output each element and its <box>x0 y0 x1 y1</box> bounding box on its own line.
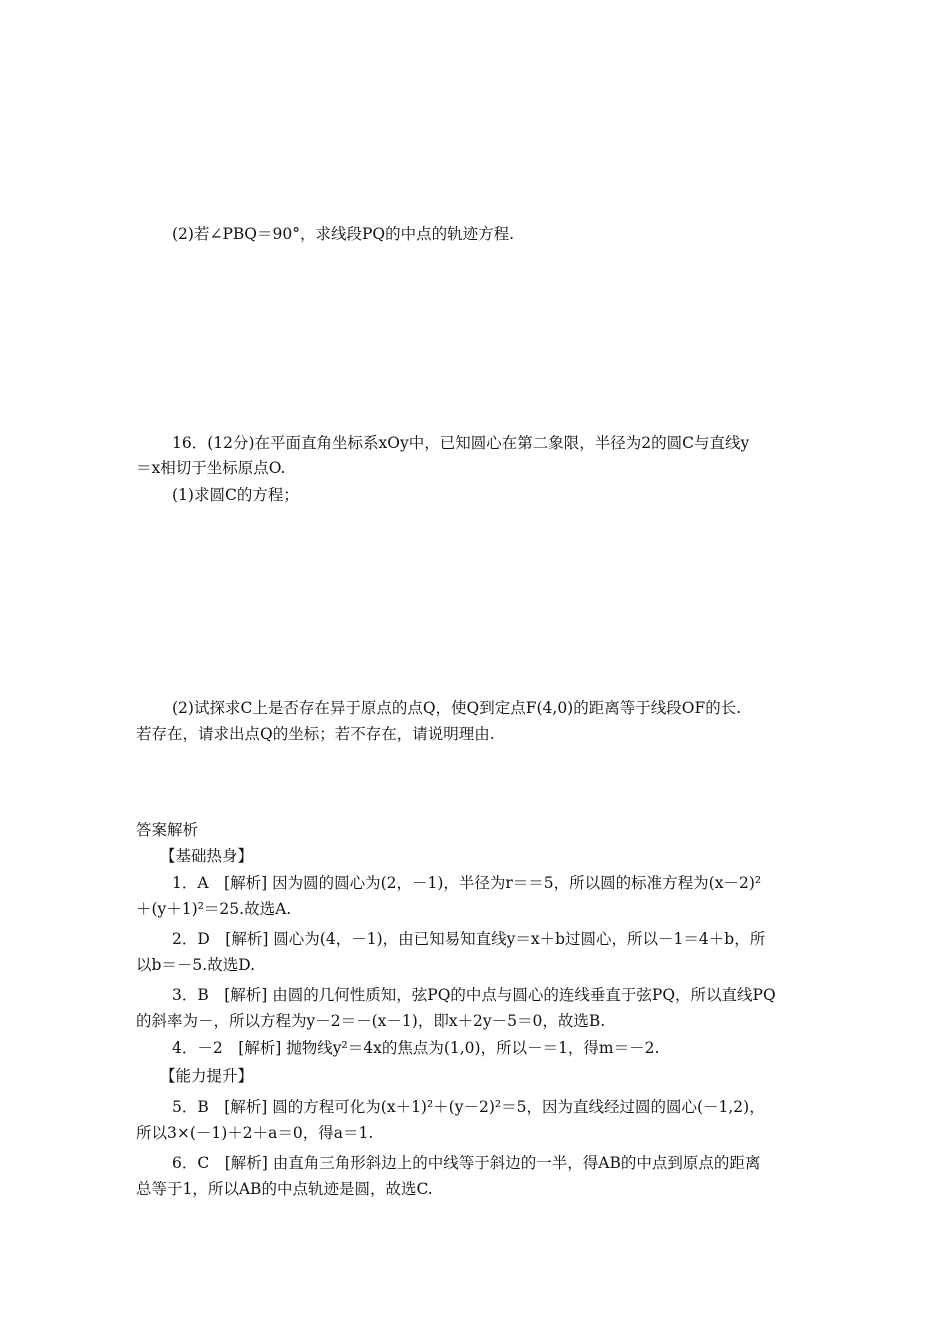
answer-5-line2: 所以3×(－1)＋2＋a＝0，得a＝1. <box>136 1124 374 1142</box>
q15-part2: (2)若∠PBQ＝90°，求线段PQ的中点的轨迹方程. <box>172 225 515 243</box>
answer-4-line1: 4．－2 [解析] 抛物线y²＝4x的焦点为(1,0)，所以－＝1，得m＝－2. <box>172 1039 660 1057</box>
answer-6-line1: 6．C [解析] 由直角三角形斜边上的中线等于斜边的一半，得AB的中点到原点的距离 <box>172 1154 761 1172</box>
answer-1-line1: 1．A [解析] 因为圆的圆心为(2，－1)，半径为r＝＝5，所以圆的标准方程为(x－2)² <box>172 874 762 892</box>
q16-stem-line2: ＝x相切于坐标原点O. <box>136 459 286 477</box>
q16-stem-line1: 16．(12分)在平面直角坐标系xOy中，已知圆心在第二象限，半径为2的圆C与直线y <box>172 434 750 452</box>
section-improve: 【能力提升】 <box>160 1067 254 1085</box>
section-basic: 【基础热身】 <box>160 847 254 865</box>
answer-3-line1: 3．B [解析] 由圆的几何性质知，弦PQ的中点与圆心的连线垂直于弦PQ，所以直线PQ <box>172 986 776 1004</box>
answer-6-line2: 总等于1，所以AB的中点轨迹是圆，故选C. <box>136 1180 433 1198</box>
q16-part2-line2: 若存在，请求出点Q的坐标；若不存在，请说明理由. <box>136 725 495 743</box>
answer-2-line1: 2．D [解析] 圆心为(4，－1)，由已知易知直线y＝x＋b过圆心，所以－1＝4＋b，所 <box>172 930 766 948</box>
q16-part2-line1: (2)试探求C上是否存在异于原点的点Q，使Q到定点F(4,0)的距离等于线段OF的长. <box>172 699 742 717</box>
answer-5-line1: 5．B [解析] 圆的方程可化为(x＋1)²＋(y－2)²＝5，因为直线经过圆的圆心(－1,2)， <box>172 1098 765 1116</box>
answer-1-line2: ＋(y＋1)²＝25.故选A. <box>136 900 292 918</box>
answer-2-line2: 以b＝－5.故选D. <box>136 956 256 974</box>
answers-heading: 答案解析 <box>136 821 199 839</box>
q16-part1: (1)求圆C的方程； <box>172 486 299 504</box>
answer-3-line2: 的斜率为－，所以方程为y－2＝－(x－1)，即x＋2y－5＝0，故选B. <box>136 1012 606 1030</box>
